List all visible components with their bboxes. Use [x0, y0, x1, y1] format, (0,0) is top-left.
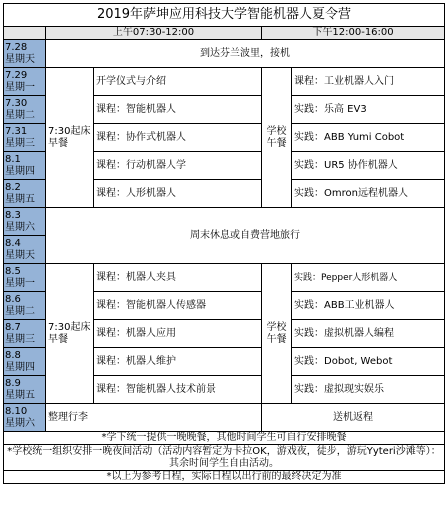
afternoon-activity: 实践：UR5 协作机器人	[292, 152, 445, 180]
date-label: 8.7	[5, 321, 21, 333]
morning-activity: 课程：协作式机器人	[94, 124, 262, 152]
date-label: 8.5	[5, 265, 21, 277]
afternoon-activity: 实践：Omron远程机器人	[292, 180, 445, 208]
weekday-label: 星期一	[5, 277, 35, 289]
breakfast-cell: 7:30起床早餐	[46, 68, 94, 208]
weekday-label: 星期一	[5, 81, 35, 93]
morning-activity: 课程：智能机器人传感器	[94, 292, 262, 320]
date-cell	[4, 152, 46, 180]
afternoon-activity: 实践：虚拟现实娱乐	[292, 376, 445, 404]
page-title: 2019年萨坤应用科技大学智能机器人夏令营	[4, 4, 445, 27]
date-cell	[4, 404, 46, 432]
all-day-activity: 到达芬兰波里，接机	[46, 40, 445, 68]
afternoon-activity: 送机返程	[262, 404, 445, 432]
header-corner	[4, 27, 46, 40]
weekday-label: 星期五	[5, 193, 35, 205]
lunch-cell: 学校午餐	[262, 68, 292, 208]
afternoon-activity: 实践：ABB Yumi Cobot	[292, 124, 445, 152]
date-label: 8.10	[5, 405, 28, 417]
breakfast-cell: 7:30起床早餐	[46, 264, 94, 404]
date-cell	[4, 320, 46, 348]
weekday-label: 星期二	[5, 305, 35, 317]
date-label: 7.28	[5, 41, 28, 53]
date-cell	[4, 40, 46, 68]
date-label: 7.29	[5, 69, 28, 81]
schedule-sheet	[3, 3, 444, 505]
weekend-activity: 周末休息或自费营地旅行	[46, 208, 445, 264]
afternoon-activity: 课程：工业机器人入门	[292, 68, 445, 96]
weekday-label: 星期三	[5, 333, 35, 345]
date-label: 8.4	[5, 237, 21, 249]
date-cell	[4, 68, 46, 96]
note-dinner: *学下统一提供一晚晚餐，其他时间学生可自行安排晚餐	[4, 432, 445, 445]
afternoon-activity: 实践：ABB工业机器人	[292, 292, 445, 320]
header-afternoon: 下午12:00-16:00	[262, 27, 445, 40]
note-night-activity: *学校统一组织安排一晚夜间活动（活动内容暂定为卡拉OK，游戏夜，徒步，游玩Yyteri沙滩等）：其余时间学生自由活动。	[4, 445, 445, 471]
schedule-table	[3, 3, 445, 484]
afternoon-activity: 实践：Pepper人形机器人	[292, 264, 445, 292]
header-morning: 上午07:30-12:00	[46, 27, 262, 40]
date-cell	[4, 208, 46, 236]
date-cell	[4, 124, 46, 152]
date-label: 8.6	[5, 293, 21, 305]
weekday-label: 星期六	[5, 417, 35, 429]
date-cell	[4, 180, 46, 208]
weekday-label: 星期天	[5, 53, 35, 65]
weekday-label: 星期五	[5, 389, 35, 401]
weekday-label: 星期三	[5, 137, 35, 149]
date-cell	[4, 348, 46, 376]
morning-activity: 课程：机器人应用	[94, 320, 262, 348]
note-disclaimer: *以上为参考日程，实际日程以出行前的最终决定为准	[4, 471, 445, 484]
date-label: 8.9	[5, 377, 21, 389]
morning-activity: 课程：机器人夹具	[94, 264, 262, 292]
morning-activity: 课程：人形机器人	[94, 180, 262, 208]
lunch-cell: 学校午餐	[262, 264, 292, 404]
date-label: 8.1	[5, 153, 21, 165]
afternoon-activity: 实践：虚拟机器人编程	[292, 320, 445, 348]
date-cell	[4, 236, 46, 264]
morning-activity: 课程：智能机器人	[94, 96, 262, 124]
afternoon-activity: 实践：乐高 EV3	[292, 96, 445, 124]
morning-activity: 课程：智能机器人技术前景	[94, 376, 262, 404]
date-label: 7.30	[5, 97, 28, 109]
date-cell	[4, 96, 46, 124]
morning-activity: 开学仪式与介绍	[94, 68, 262, 96]
date-cell	[4, 376, 46, 404]
morning-activity: 课程：机器人维护	[94, 348, 262, 376]
morning-activity: 课程：行动机器人学	[94, 152, 262, 180]
afternoon-activity: 实践：Dobot, Webot	[292, 348, 445, 376]
date-cell	[4, 292, 46, 320]
weekday-label: 星期二	[5, 109, 35, 121]
date-label: 8.2	[5, 181, 21, 193]
date-label: 7.31	[5, 125, 28, 137]
weekday-label: 星期六	[5, 221, 35, 233]
weekday-label: 星期天	[5, 249, 35, 261]
date-label: 8.3	[5, 209, 21, 221]
morning-activity: 整理行李	[46, 404, 262, 432]
weekday-label: 星期四	[5, 165, 35, 177]
weekday-label: 星期四	[5, 361, 35, 373]
date-cell	[4, 264, 46, 292]
date-label: 8.8	[5, 349, 21, 361]
